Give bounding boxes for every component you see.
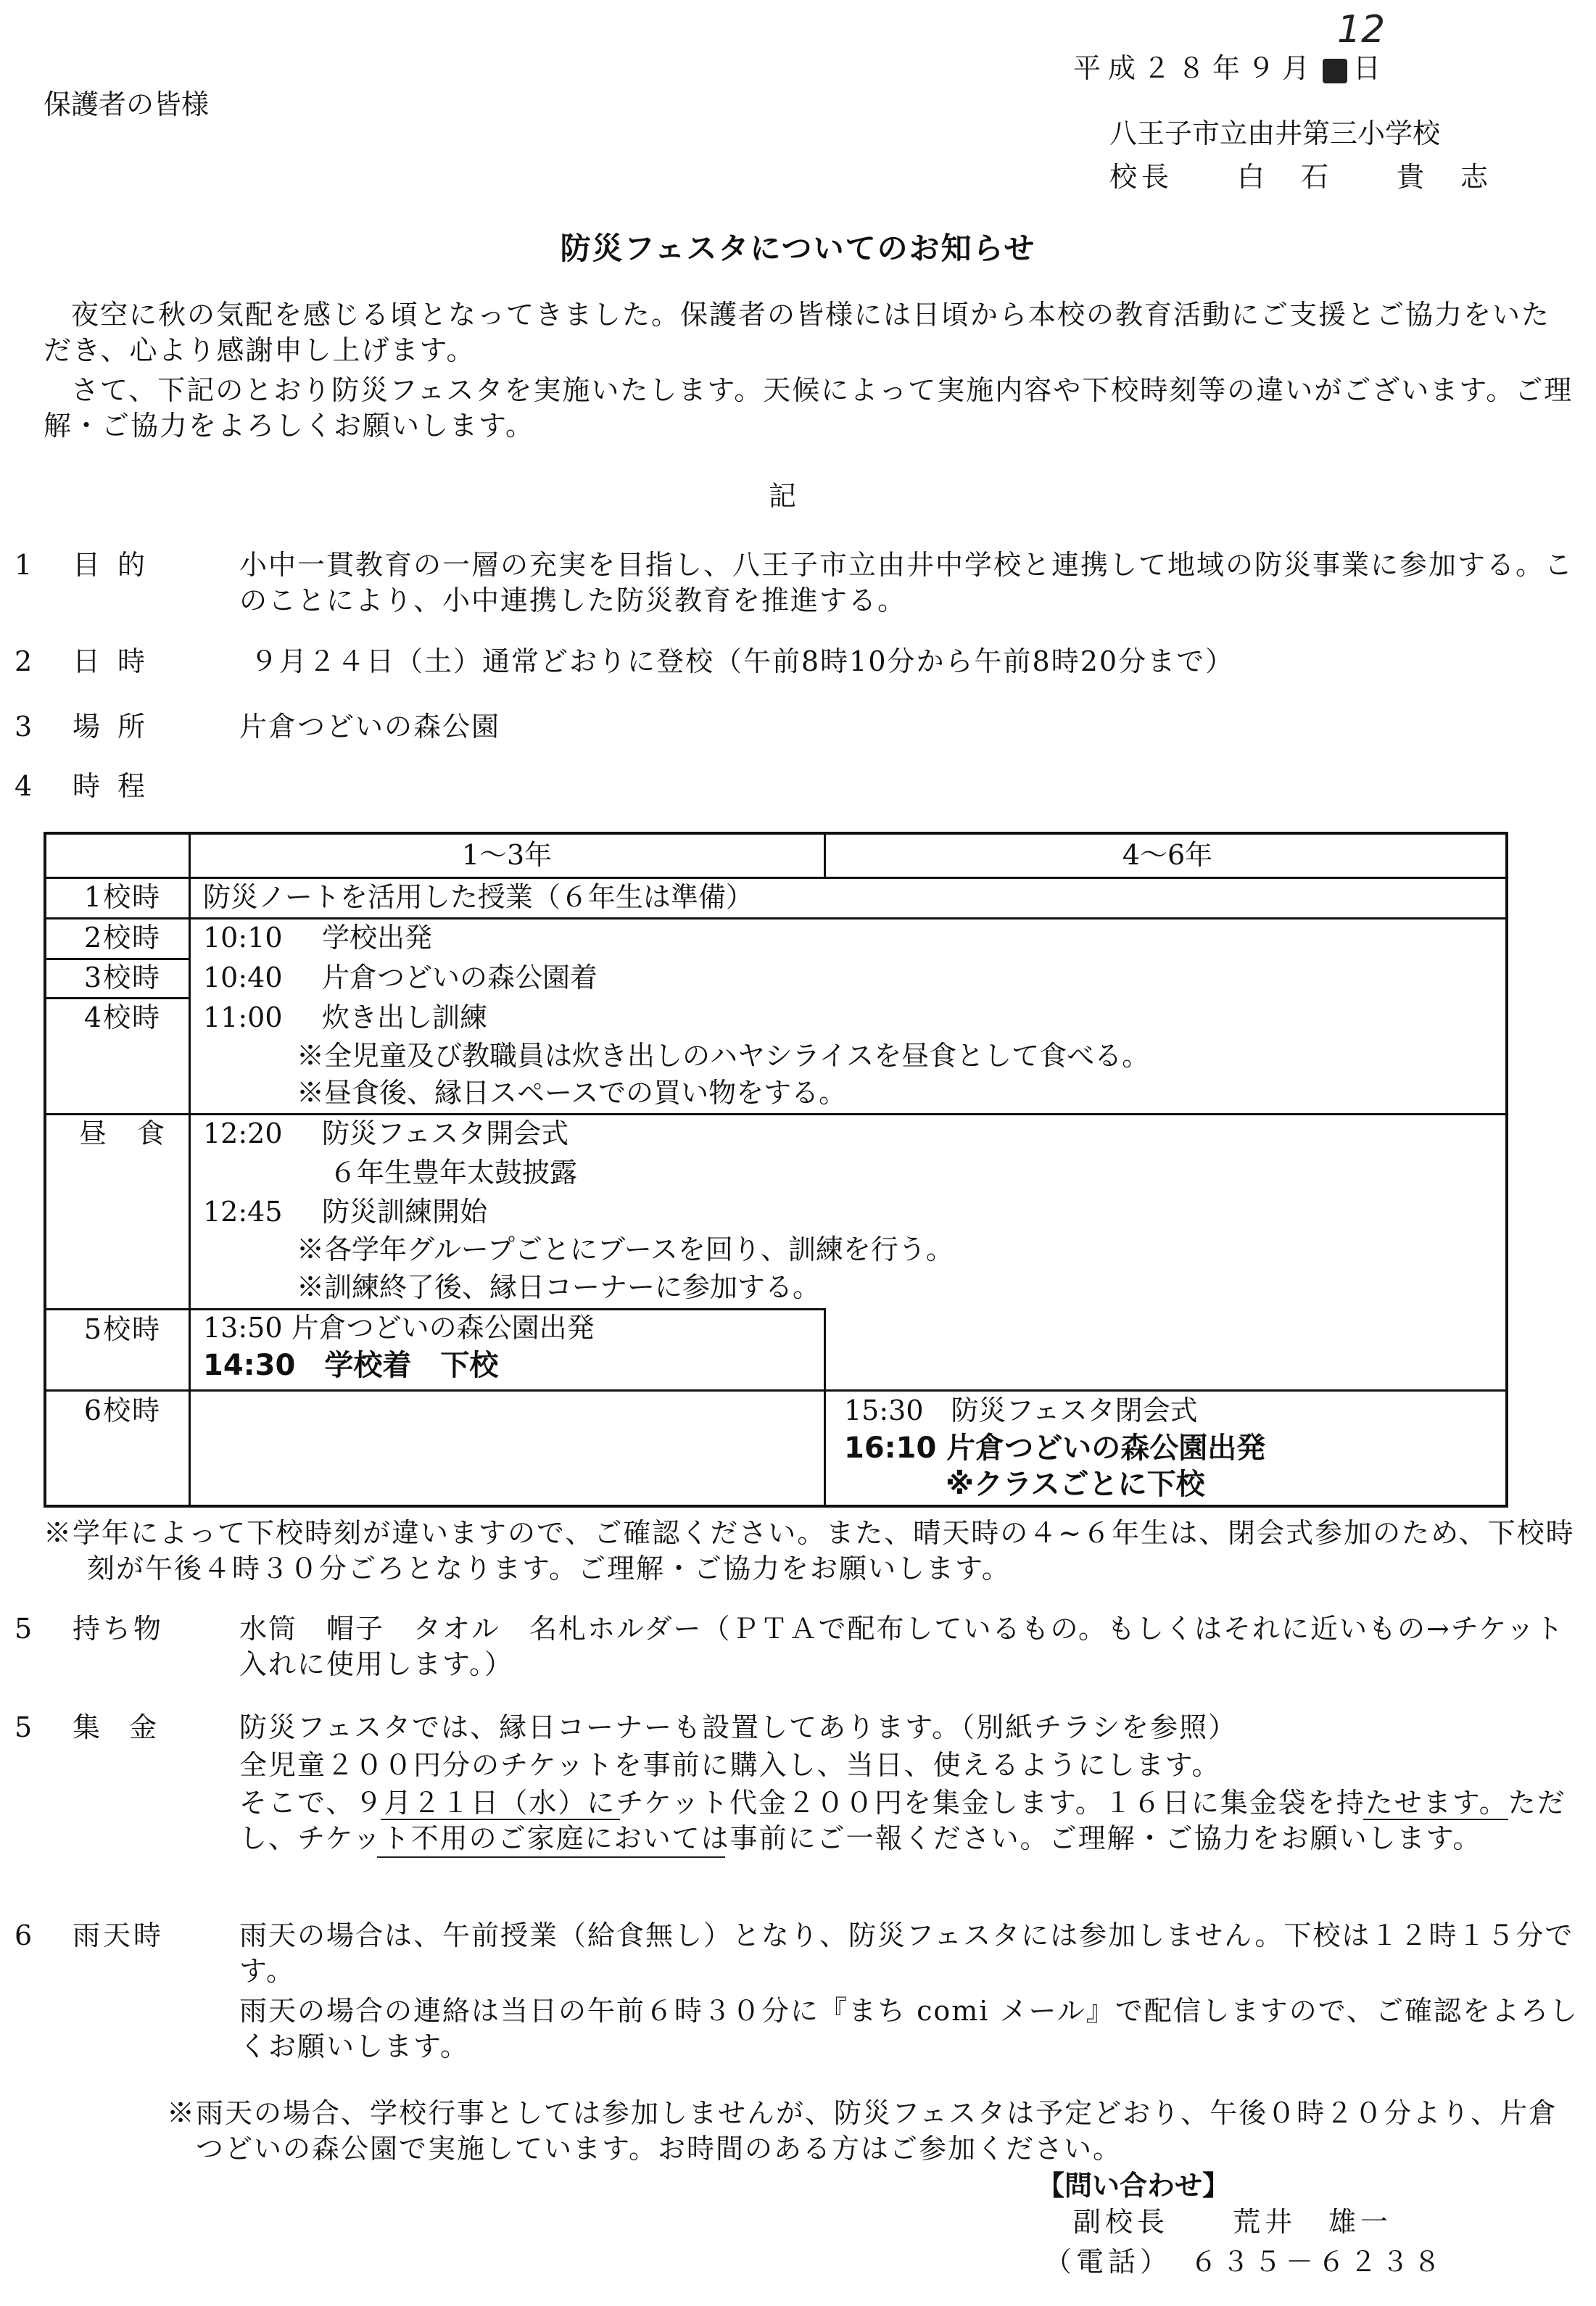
contact-phone: （電話） ６３５－６２３８ bbox=[1044, 2246, 1446, 2278]
item-label: 場所 bbox=[73, 711, 163, 743]
schedule-entry: ６年生豊年太鼓披露 bbox=[329, 1157, 578, 1189]
item-number: 3 bbox=[15, 711, 33, 743]
table-rule bbox=[46, 877, 1508, 879]
table-rule bbox=[46, 997, 189, 999]
item-text: 片倉つどいの森公園 bbox=[239, 711, 501, 743]
column-header-grades-1-3: 1～3年 bbox=[461, 839, 553, 871]
table-rule bbox=[46, 917, 1508, 919]
date-suffix: 日 bbox=[1353, 52, 1389, 84]
schedule-time: 10:10 bbox=[203, 922, 283, 954]
item-number: 5 bbox=[15, 1711, 33, 1743]
schedule-entry: 13:50 片倉つどいの森公園出発 bbox=[203, 1312, 595, 1344]
period-label: 1校時 bbox=[83, 881, 162, 913]
schedule-note: ※昼食後、縁日スペースでの買い物をする。 bbox=[297, 1077, 847, 1109]
schedule-time: 12:20 bbox=[203, 1117, 283, 1149]
item-text: 雨天の場合は、午前授業（給食無し）となり、防災フェスタには参加しません。下校は１２時１５分です。 bbox=[239, 1919, 1574, 1988]
item-text: 小中一貫教育の一層の充実を目指し、八王子市立由井中学校と連携して地域の防災事業に参加する。このことにより、小中連携した防災教育を推進する。 bbox=[239, 549, 1574, 617]
period-label: 4校時 bbox=[83, 1001, 162, 1033]
schedule-entry: 15:30 防災フェスタ閉会式 bbox=[844, 1394, 1198, 1426]
column-header-grades-4-6: 4～6年 bbox=[1122, 839, 1213, 871]
table-rule bbox=[824, 835, 826, 877]
scribbled-out-day bbox=[1323, 59, 1347, 83]
item-label: 日時 bbox=[73, 645, 163, 677]
period-label: 3校時 bbox=[83, 962, 162, 993]
period-label: 6校時 bbox=[83, 1394, 162, 1426]
schedule-entry: 片倉つどいの森公園着 bbox=[322, 962, 598, 993]
principal-name: 校長 白 石 貴 志 bbox=[1109, 161, 1493, 193]
period-label: 5校時 bbox=[83, 1313, 162, 1345]
schedule-entry-emphasis: ※クラスごとに下校 bbox=[946, 1468, 1205, 1501]
item-number: 5 bbox=[15, 1613, 33, 1645]
intro-paragraph-1: 夜空に秋の気配を感じる頃となってきました。保護者の皆様には日頃から本校の教育活動にご支援とご協力をいただき、心より感謝申し上げます。 bbox=[44, 299, 1551, 367]
recipient: 保護者の皆様 bbox=[44, 88, 210, 120]
schedule-footnote: ※学年によって下校時刻が違いますので、ご確認ください。また、晴天時の４~６年生は、閉会式参加のため、下校時刻が午後４時３０分ごろとなります。ご理解・ご協力をお願いします。 bbox=[44, 1517, 1575, 1585]
item-text: 防災フェスタでは、縁日コーナーも設置してあります。（別紙チラシを参照） bbox=[239, 1711, 1238, 1743]
page-title: 防災フェスタについてのお知らせ bbox=[560, 231, 1036, 266]
date-day bbox=[1317, 8, 1386, 86]
table-rule bbox=[46, 1113, 1508, 1115]
item-label: 目的 bbox=[73, 549, 163, 581]
schedule-note: ※訓練終了後、縁日コーナーに参加する。 bbox=[297, 1271, 821, 1303]
schedule-entry: 防災フェスタ開会式 bbox=[322, 1117, 569, 1149]
schedule-table bbox=[44, 832, 1508, 1508]
schedule-entry: 学校出発 bbox=[322, 922, 433, 954]
item-number: 2 bbox=[15, 645, 33, 677]
table-rule bbox=[46, 1389, 826, 1392]
schedule-time: 11:00 bbox=[203, 1001, 283, 1033]
item-number: 4 bbox=[15, 770, 33, 802]
item-label: 集金 bbox=[73, 1711, 186, 1743]
item-text: そこで、９月２１日（水）にチケット代金２００円を集金します。１６日に集金袋を持たせます。ただし、チケット不用のご家庭においては事前にご一報ください。ご理解・ご協力をお願いします。 bbox=[239, 1787, 1566, 1855]
schedule-entry-emphasis: 14:30 学校着 下校 bbox=[203, 1349, 499, 1382]
table-rule bbox=[824, 1308, 826, 1508]
item-label: 時程 bbox=[73, 770, 163, 802]
document-date bbox=[1073, 8, 1389, 86]
schedule-entry: 防災訓練開始 bbox=[322, 1196, 488, 1228]
date-prefix: 平成２８年９月 bbox=[1073, 52, 1318, 84]
contact-heading: 【問い合わせ】 bbox=[1037, 2170, 1231, 2202]
rain-footnote: ※雨天の場合、学校行事としては参加しませんが、防災フェスタは予定どおり、午後０時２０分より、片倉つどいの森公園で実施しています。お時間のある方はご参加ください。 bbox=[167, 2097, 1558, 2165]
item-text: ９月２４日（土）通常どおりに登校（午前8時10分から午前8時20分まで） bbox=[250, 645, 1235, 677]
ki-heading: 記 bbox=[769, 480, 797, 512]
item-number: 6 bbox=[15, 1919, 33, 1951]
item-text: 全児童２００円分のチケットを事前に購入し、当日、使えるようにします。 bbox=[239, 1749, 1221, 1781]
item-label: 雨天時 bbox=[73, 1919, 165, 1951]
period-label: 昼 食 bbox=[78, 1117, 166, 1149]
school-name: 八王子市立由井第三小学校 bbox=[1109, 117, 1441, 149]
item-number: 1 bbox=[15, 549, 33, 581]
item-text: 雨天の場合の連絡は当日の午前６時３０分に『まち comi メール』で配信しますので、ご確認をよろしくお願いします。 bbox=[239, 1995, 1579, 2063]
contact-name: 副校長 荒井 雄一 bbox=[1073, 2206, 1393, 2238]
schedule-entry: 防災ノートを活用した授業（６年生は準備） bbox=[203, 881, 753, 913]
schedule-time: 10:40 bbox=[203, 962, 283, 993]
schedule-note: ※全児童及び教職員は炊き出しのハヤシライスを昼食として食べる。 bbox=[297, 1040, 1150, 1072]
item-label: 持ち物 bbox=[73, 1613, 165, 1645]
hand-underline bbox=[1363, 1819, 1508, 1820]
schedule-note: ※各学年グループごとにブースを回り、訓練を行う。 bbox=[297, 1233, 954, 1265]
item-text: 水筒 帽子 タオル 名札ホルダー（ＰＴＡで配布しているもの。もしくはそれに近いもの→チケット入れに使用します。） bbox=[239, 1613, 1565, 1681]
schedule-time: 12:45 bbox=[203, 1196, 283, 1228]
handwritten-day: 12 bbox=[1337, 8, 1386, 51]
schedule-entry-emphasis: 16:10 片倉つどいの森公園出発 bbox=[844, 1431, 1266, 1465]
table-rule bbox=[824, 1389, 1508, 1392]
intro-paragraph-2: さて、下記のとおり防災フェスタを実施いたします。天候によって実施内容や下校時刻等の違いがございます。ご理解・ご協力をよろしくお願いします。 bbox=[44, 374, 1574, 442]
hand-underline bbox=[377, 1856, 725, 1858]
schedule-entry: 炊き出し訓練 bbox=[322, 1001, 488, 1033]
hand-underline bbox=[381, 1819, 620, 1820]
period-label: 2校時 bbox=[83, 922, 162, 954]
